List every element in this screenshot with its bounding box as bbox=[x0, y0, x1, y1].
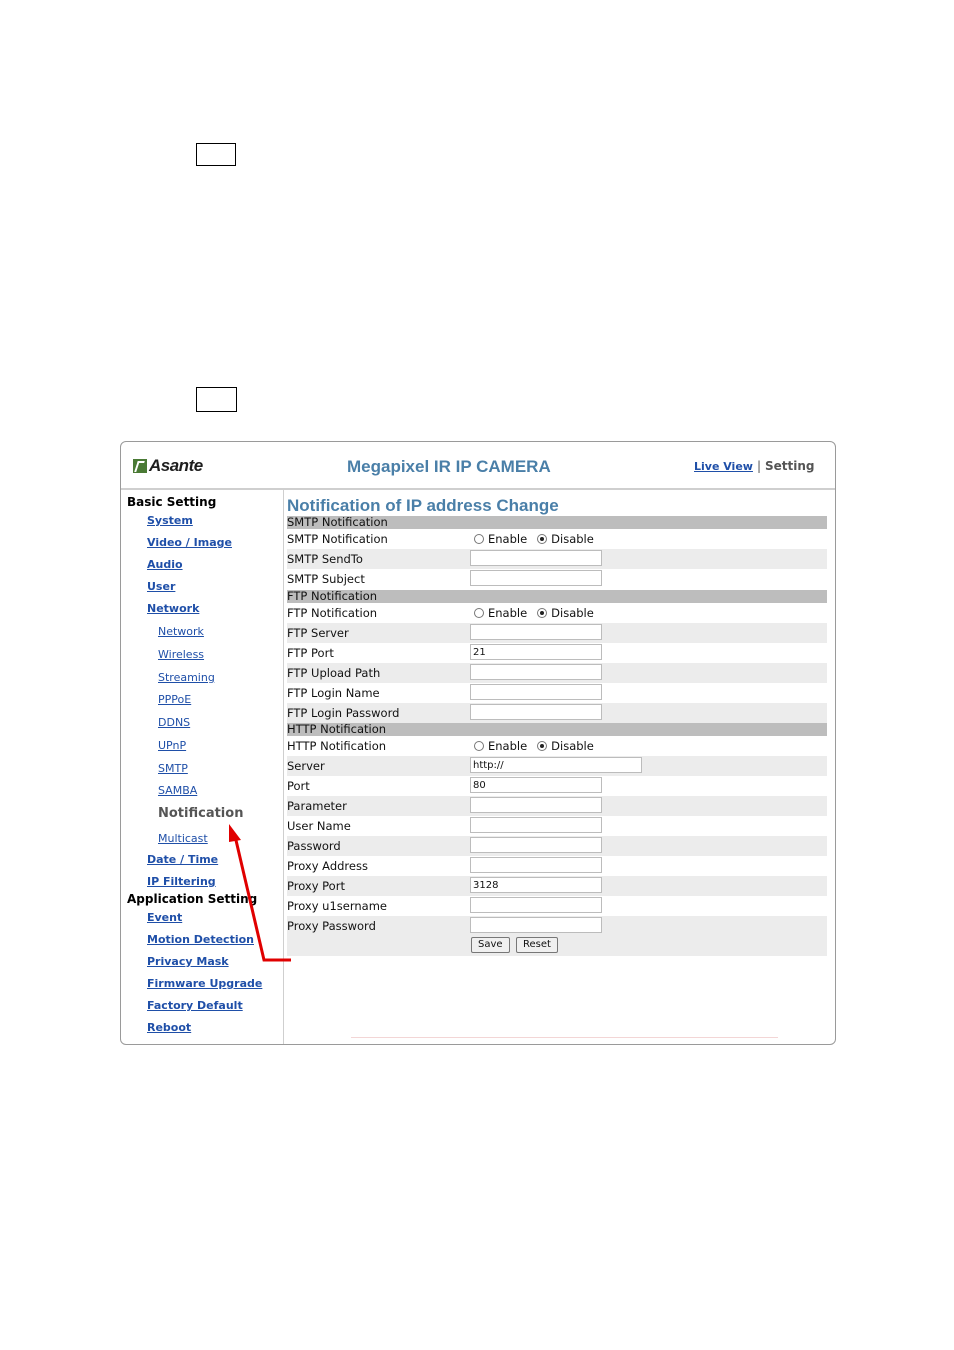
smtp-enable-radio[interactable] bbox=[474, 534, 484, 544]
http-user-name-input[interactable] bbox=[470, 817, 602, 833]
http-disable-radio[interactable] bbox=[537, 741, 547, 751]
sidebar-item-video-image[interactable]: Video / Image bbox=[147, 536, 232, 549]
header-bar bbox=[121, 442, 835, 490]
proxy-password-input[interactable] bbox=[470, 917, 602, 933]
empty-box-top bbox=[196, 143, 236, 166]
ftp-login-password-row bbox=[287, 703, 827, 723]
http-notification-label: HTTP Notification bbox=[287, 739, 387, 753]
smtp-notification-row bbox=[287, 529, 827, 549]
empty-box-middle bbox=[196, 387, 237, 412]
ftp-port-input[interactable]: 21 bbox=[470, 644, 602, 660]
ftp-notification-row bbox=[287, 603, 827, 623]
http-port-label: Port bbox=[287, 779, 310, 793]
http-parameter-label: Parameter bbox=[287, 799, 347, 813]
http-parameter-row bbox=[287, 796, 827, 816]
proxy-port-label: Proxy Port bbox=[287, 879, 345, 893]
http-server-row bbox=[287, 756, 827, 776]
ftp-notification-label: FTP Notification bbox=[287, 606, 378, 620]
http-section-header: HTTP Notification bbox=[287, 723, 827, 736]
ftp-login-name-label: FTP Login Name bbox=[287, 686, 380, 700]
http-port-input[interactable]: 80 bbox=[470, 777, 602, 793]
sidebar-item-event[interactable]: Event bbox=[147, 911, 183, 924]
ftp-upload-path-row bbox=[287, 663, 827, 683]
proxy-address-input[interactable] bbox=[470, 857, 602, 873]
ftp-login-name-row bbox=[287, 683, 827, 703]
http-enable-radio[interactable] bbox=[474, 741, 484, 751]
top-nav bbox=[694, 459, 815, 473]
smtp-disable-radio[interactable] bbox=[537, 534, 547, 544]
smtp-subject-label: SMTP Subject bbox=[287, 572, 365, 586]
sidebar-subitem-network[interactable]: Network bbox=[158, 625, 204, 638]
ftp-port-label: FTP Port bbox=[287, 646, 334, 660]
camera-settings-window bbox=[120, 441, 836, 1045]
http-user-name-row bbox=[287, 816, 827, 836]
smtp-subject-row bbox=[287, 569, 827, 589]
application-setting-heading: Application Setting bbox=[127, 892, 258, 906]
ftp-server-input[interactable] bbox=[470, 624, 602, 640]
smtp-sendto-row bbox=[287, 549, 827, 569]
live-view-link[interactable]: Live View bbox=[694, 460, 753, 473]
http-parameter-input[interactable] bbox=[470, 797, 602, 813]
page-title: Notification of IP address Change bbox=[287, 496, 559, 515]
sidebar-subitem-multicast[interactable]: Multicast bbox=[158, 832, 208, 845]
ftp-section-header: FTP Notification bbox=[287, 590, 827, 603]
camera-title: Megapixel IR IP CAMERA bbox=[347, 457, 551, 476]
basic-setting-heading: Basic Setting bbox=[127, 495, 217, 509]
http-server-label: Server bbox=[287, 759, 325, 773]
proxy-address-label: Proxy Address bbox=[287, 859, 368, 873]
ftp-login-password-input[interactable] bbox=[470, 704, 602, 720]
sidebar-item-factory-default[interactable]: Factory Default bbox=[147, 999, 243, 1012]
sidebar-subitem-pppoe[interactable]: PPPoE bbox=[158, 693, 192, 706]
http-notification-radios bbox=[474, 739, 594, 753]
http-password-row bbox=[287, 836, 827, 856]
reset-button[interactable]: Reset bbox=[516, 937, 558, 953]
smtp-subject-input[interactable] bbox=[470, 570, 602, 586]
form-buttons-row bbox=[287, 936, 827, 956]
smtp-section-header: SMTP Notification bbox=[287, 516, 827, 529]
sidebar-item-audio[interactable]: Audio bbox=[147, 558, 183, 571]
proxy-username-row bbox=[287, 896, 827, 916]
asante-logo bbox=[133, 456, 203, 476]
sidebar-item-user[interactable]: User bbox=[147, 580, 176, 593]
ftp-login-password-label: FTP Login Password bbox=[287, 706, 400, 720]
ftp-server-label: FTP Server bbox=[287, 626, 349, 640]
ftp-upload-path-label: FTP Upload Path bbox=[287, 666, 381, 680]
http-server-input[interactable]: http:// bbox=[470, 757, 642, 773]
sidebar-subitem-notification[interactable]: Notification bbox=[158, 806, 244, 821]
sidebar-item-system[interactable]: System bbox=[147, 514, 193, 527]
sidebar-item-privacy-mask[interactable]: Privacy Mask bbox=[147, 955, 229, 968]
http-notification-row bbox=[287, 736, 827, 756]
setting-current: Setting bbox=[765, 459, 815, 473]
smtp-notification-label: SMTP Notification bbox=[287, 532, 388, 546]
ftp-login-name-input[interactable] bbox=[470, 684, 602, 700]
sidebar-item-date-time[interactable]: Date / Time bbox=[147, 853, 219, 866]
sidebar-item-network[interactable]: Network bbox=[147, 602, 200, 615]
ftp-port-row bbox=[287, 643, 827, 663]
smtp-disable-label: Disable bbox=[551, 532, 594, 546]
sidebar-item-reboot[interactable]: Reboot bbox=[147, 1021, 192, 1034]
ftp-upload-path-input[interactable] bbox=[470, 664, 602, 680]
http-user-name-label: User Name bbox=[287, 819, 351, 833]
ftp-disable-label: Disable bbox=[551, 606, 594, 620]
proxy-port-input[interactable]: 3128 bbox=[470, 877, 602, 893]
proxy-password-label: Proxy Password bbox=[287, 919, 376, 933]
smtp-sendto-input[interactable] bbox=[470, 550, 602, 566]
sidebar-item-motion-detection[interactable]: Motion Detection bbox=[147, 933, 254, 946]
logo-text: Asante bbox=[149, 456, 203, 475]
nav-separator: | bbox=[756, 459, 761, 473]
ftp-notification-radios bbox=[474, 606, 594, 620]
sidebar-subitem-wireless[interactable]: Wireless bbox=[158, 648, 205, 661]
sidebar-subitem-upnp[interactable]: UPnP bbox=[158, 739, 187, 752]
http-password-input[interactable] bbox=[470, 837, 602, 853]
sidebar-subitem-ddns[interactable]: DDNS bbox=[158, 716, 191, 729]
smtp-sendto-label: SMTP SendTo bbox=[287, 552, 363, 566]
proxy-username-input[interactable] bbox=[470, 897, 602, 913]
ftp-enable-label: Enable bbox=[488, 606, 528, 620]
http-disable-label: Disable bbox=[551, 739, 594, 753]
proxy-address-row bbox=[287, 856, 827, 876]
sidebar-item-firmware-upgrade[interactable]: Firmware Upgrade bbox=[147, 977, 263, 990]
smtp-notification-radios bbox=[474, 532, 594, 546]
proxy-port-row bbox=[287, 876, 827, 896]
sidebar-subitem-streaming[interactable]: Streaming bbox=[158, 671, 215, 684]
save-button[interactable]: Save bbox=[471, 937, 510, 953]
proxy-username-label: Proxy u1sername bbox=[287, 899, 387, 913]
http-port-row bbox=[287, 776, 827, 796]
smtp-enable-label: Enable bbox=[488, 532, 528, 546]
ftp-enable-radio[interactable] bbox=[474, 608, 484, 618]
sidebar-item-ip-filtering[interactable]: IP Filtering bbox=[147, 875, 216, 888]
asante-logo-icon bbox=[133, 459, 147, 473]
http-password-label: Password bbox=[287, 839, 341, 853]
http-enable-label: Enable bbox=[488, 739, 528, 753]
sidebar bbox=[121, 490, 284, 1045]
bottom-divider bbox=[351, 1037, 778, 1038]
proxy-password-row bbox=[287, 916, 827, 936]
ftp-server-row bbox=[287, 623, 827, 643]
sidebar-subitem-samba[interactable]: SAMBA bbox=[158, 784, 198, 797]
sidebar-subitem-smtp[interactable]: SMTP bbox=[158, 762, 188, 775]
ftp-disable-radio[interactable] bbox=[537, 608, 547, 618]
